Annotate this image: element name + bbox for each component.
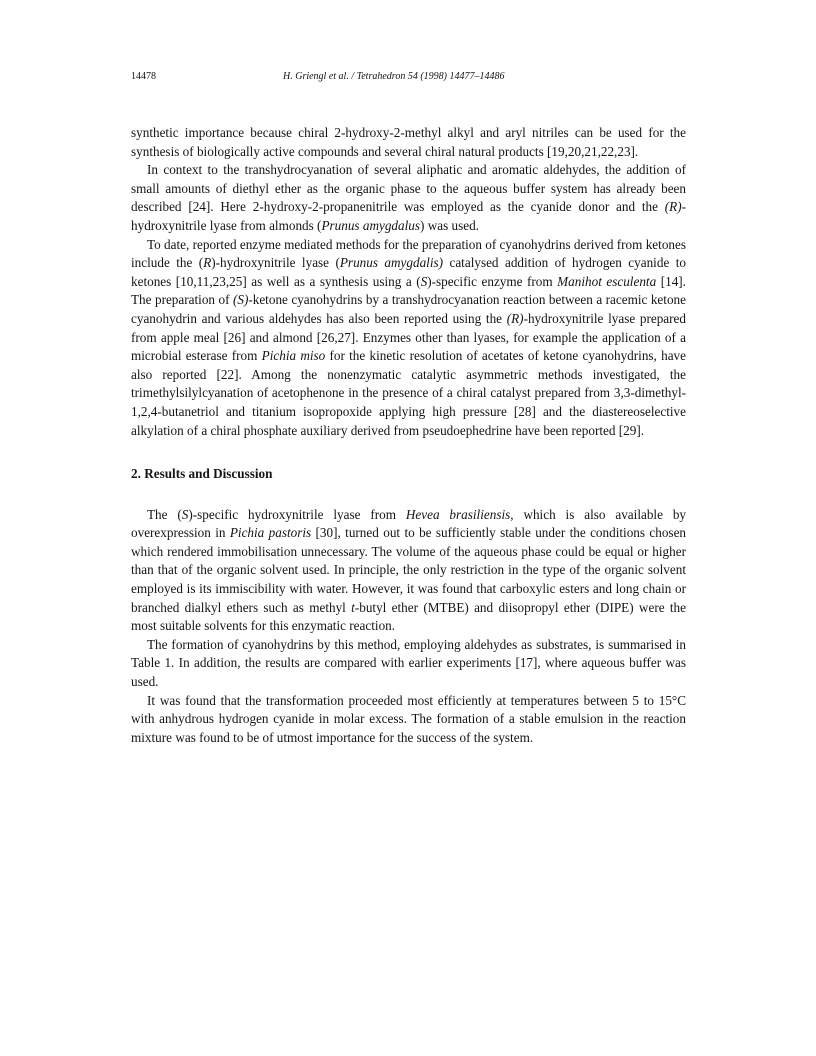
paragraph-6: It was found that the transformation proceeded most efficiently at temperatures between 5 to 15°C with anhydrous hydrogen cyanide in molar excess. The formation of a stable emulsion in the reaction mixture was found to be of utmost importance for the success of the system.: [131, 692, 686, 745]
section-spacer: [131, 440, 686, 465]
paragraph-2: In context to the transhydrocyanation of several aliphatic and aromatic aldehydes, the addition of small amounts of diethyl ether as the organic phase to the aqueous buffer system has already been described [24]. Here 2-hydroxy-2-propanenitrile was employed as the cyanide donor and the (R)-hydroxynitrile lyase from almonds (Prunus amygdalus) was used.: [131, 162, 686, 233]
heading-spacer: [131, 484, 686, 506]
paragraph-4: The (S)-specific hydroxynitrile lyase from Hevea brasiliensis, which is also available by overexpression in Pichia pastoris [30], turned out to be sufficiently stable under the conditions chosen which rendered immobilisation unnecessary. The volume of the aqueous phase could be equal or higher than that of the organic solvent used. In principle, the only restriction in the type of the organic solvent employed is its immiscibility with water. However, it was found that carboxylic esters and long chain or branched dialkyl ethers such as methyl t-butyl ether (MTBE) and diisopropyl ether (DIPE) were the most suitable solvents for this enzymatic reaction.: [131, 506, 687, 634]
running-header: [131, 71, 686, 87]
section-heading: 2. Results and Discussion: [131, 466, 273, 482]
running-title: H. Griengl et al. / Tetrahedron 54 (1998) 14477–14486: [283, 71, 505, 82]
paragraph-5: The formation of cyanohydrins by this method, employing aldehydes as substrates, is summarised in Table 1. In addition, the results are compared with earlier experiments [17], where aqueous buffer was used.: [131, 636, 686, 690]
paragraph-3: To date, reported enzyme mediated methods for the preparation of cyanohydrins derived from ketones include the (R)-hydroxynitrile lyase (Prunus amygdalis) catalysed addition of hydrogen cyanide to ketones [10,11,23,25] as well as a synthesis using a (S)-specific enzyme from Manihot esculenta [14]. The preparation of (S)-ketone cyanohydrins by a transhydrocyanation reaction between a racemic ketone cyanohydrin and various aldehydes has also been reported using the (R)-hydroxynitrile lyase prepared from apple meal [26] and almond [26,27]. Enzymes other than lyases, for example the application of a microbial esterase from Pichia miso for the kinetic resolution of acetates of ketone cyanohydrins, have also reported [22]. Among the nonenzymatic catalytic asymmetric methods investigated, the trimethylsilylcyanation of acetophenone in the presence of a chiral catalyst prepared from 3,3-dimethyl-1,2,4-butanetriol and titanium isopropoxide applying high pressure [28] and the diastereoselective alkylation of a chiral phosphate auxiliary derived from pseudoephedrine have been reported [29].: [131, 236, 686, 438]
page-number: 14478: [131, 71, 156, 82]
paragraph-1: synthetic importance because chiral 2-hydroxy-2-methyl alkyl and aryl nitriles can be used for the synthesis of biologically active compounds and several chiral natural products [19,20,21,22,23].: [131, 125, 686, 159]
article-body: [131, 124, 686, 747]
